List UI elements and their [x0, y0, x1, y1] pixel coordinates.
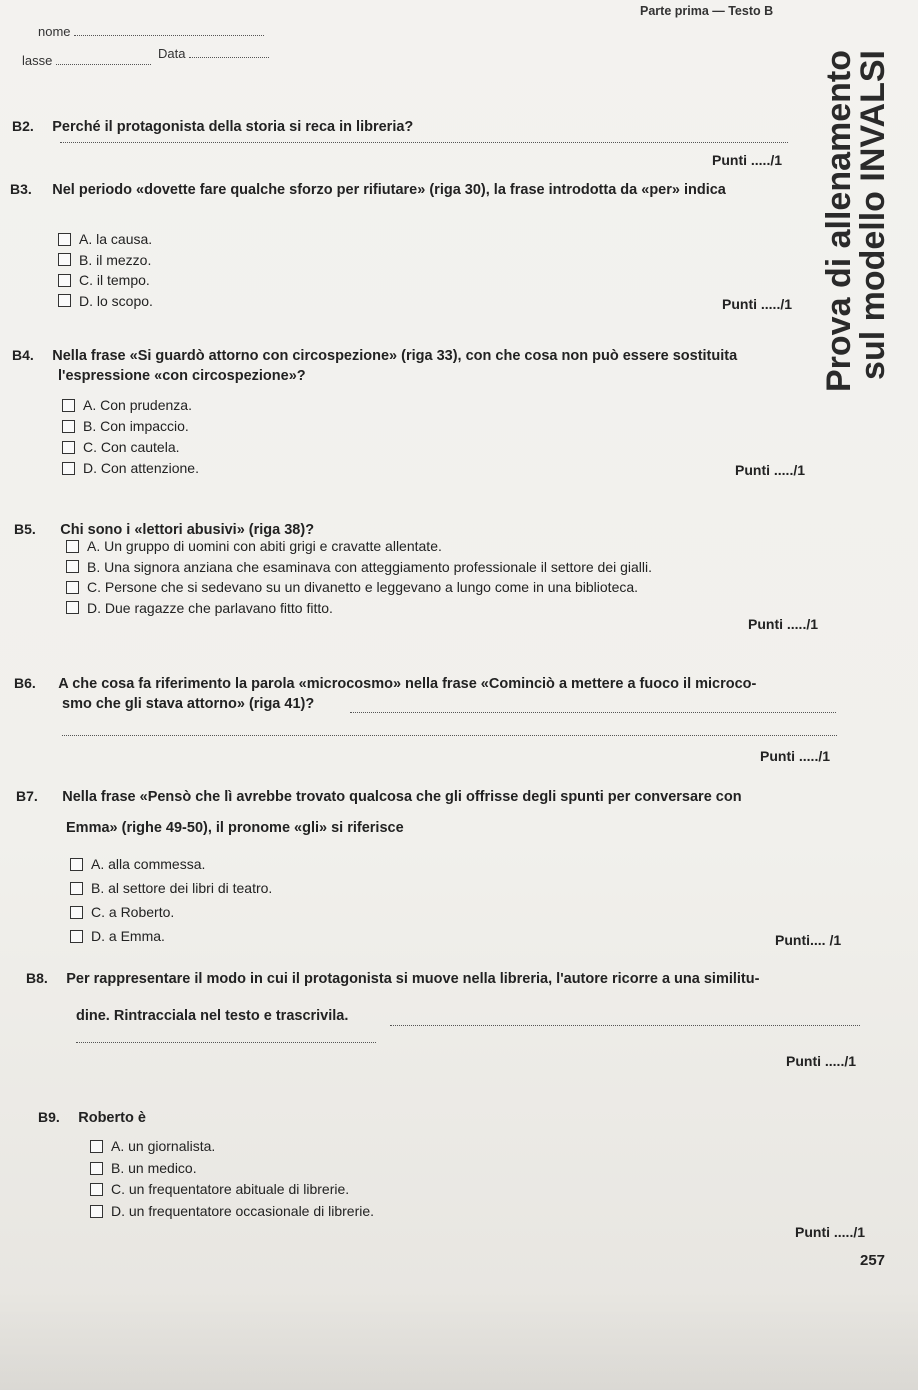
question-text: Nella frase «Si guardò attorno con circospezione» (riga 33), con che cosa non può essere sostituita	[52, 348, 738, 364]
checkbox[interactable]	[70, 882, 83, 895]
name-field[interactable]	[38, 24, 264, 39]
points-b5: Punti ...../1	[748, 616, 819, 632]
option-label: B. il mezzo.	[79, 251, 152, 268]
checkbox[interactable]	[66, 540, 79, 553]
checkbox[interactable]	[70, 906, 83, 919]
question-number: B2.	[12, 118, 34, 134]
checkbox[interactable]	[90, 1140, 103, 1153]
option-label: C. un frequentatore abituale di librerie.	[111, 1181, 350, 1197]
class-label: lasse	[22, 53, 53, 68]
name-line	[74, 35, 264, 36]
option-d[interactable]	[58, 291, 153, 312]
checkbox[interactable]	[70, 858, 83, 871]
checkbox[interactable]	[90, 1205, 103, 1218]
option-label: C. Con cautela.	[83, 439, 180, 455]
option-d[interactable]	[66, 598, 652, 619]
option-label: B. al settore dei libri di teatro.	[91, 880, 273, 896]
question-number: B6.	[14, 675, 36, 691]
checkbox[interactable]	[90, 1162, 103, 1175]
options-b9	[90, 1136, 374, 1222]
side-title	[820, 50, 892, 392]
option-c[interactable]	[70, 900, 272, 924]
question-text: Per rappresentare il modo in cui il protagonista si muove nella libreria, l'autore ricorre a una similitu-	[66, 971, 760, 987]
section-title: Parte prima — Testo B	[640, 4, 774, 18]
question-text-continued: l'espressione «con circospezione»?	[58, 368, 306, 384]
option-a[interactable]	[90, 1136, 374, 1158]
checkbox[interactable]	[62, 441, 75, 454]
checkbox[interactable]	[58, 233, 71, 246]
option-label: C. a Roberto.	[91, 904, 175, 920]
answer-line-b2[interactable]	[60, 142, 788, 143]
option-label: A. un giornalista.	[111, 1138, 216, 1154]
checkbox[interactable]	[90, 1183, 103, 1196]
option-a[interactable]	[70, 852, 272, 876]
option-c[interactable]	[58, 270, 153, 291]
question-number: B5.	[14, 521, 36, 537]
answer-line-b8-1[interactable]	[390, 1025, 860, 1026]
points-b9: Punti ...../1	[795, 1224, 866, 1240]
checkbox[interactable]	[62, 420, 75, 433]
option-a[interactable]	[58, 229, 153, 250]
options-b5	[66, 536, 652, 618]
option-d[interactable]	[90, 1201, 374, 1223]
option-c[interactable]	[62, 437, 199, 458]
class-line	[56, 64, 151, 65]
option-c[interactable]	[90, 1179, 374, 1201]
checkbox[interactable]	[62, 399, 75, 412]
checkbox[interactable]	[66, 601, 79, 614]
question-text: Perché il protagonista della storia si reca in libreria?	[52, 119, 414, 135]
points-b4: Punti ...../1	[735, 462, 806, 478]
question-text: Roberto è	[78, 1110, 146, 1126]
option-label: D. a Emma.	[91, 928, 165, 944]
points-b3: Punti ...../1	[722, 296, 793, 312]
question-number: B4.	[12, 347, 34, 363]
option-label: D. lo scopo.	[79, 292, 153, 309]
checkbox[interactable]	[58, 294, 71, 307]
option-label: A. alla commessa.	[91, 856, 206, 872]
answer-line-b8-2[interactable]	[76, 1042, 376, 1043]
question-text: Nel periodo «dovette fare qualche sforzo per rifiutare» (riga 30), la frase introdotta da «per» indica	[52, 182, 726, 198]
question-b6	[14, 675, 756, 693]
question-b3	[10, 181, 726, 199]
side-title-line1: Prova di allenamento	[820, 50, 858, 392]
option-a[interactable]	[66, 536, 652, 557]
date-line	[189, 57, 269, 58]
options-b7	[70, 852, 272, 948]
checkbox[interactable]	[66, 581, 79, 594]
option-label: D. Due ragazze che parlavano fitto fitto.	[87, 599, 333, 616]
page-shadow	[0, 1290, 918, 1390]
question-text-continued: dine. Rintracciala nel testo e trascrivila.	[76, 1008, 349, 1024]
option-label: B. un medico.	[111, 1159, 197, 1176]
option-label: A. la causa.	[79, 231, 153, 247]
checkbox[interactable]	[58, 274, 71, 287]
question-b9	[38, 1109, 146, 1127]
option-label: B. Con impaccio.	[83, 418, 189, 434]
side-title-line2: sul modello INVALSI	[854, 50, 892, 380]
option-b[interactable]	[66, 557, 652, 578]
option-label: A. Un gruppo di uomini con abiti grigi e cravatte allentate.	[87, 538, 442, 554]
question-b8	[26, 970, 759, 988]
page-number: 257	[860, 1252, 886, 1269]
option-c[interactable]	[66, 577, 652, 598]
option-label: D. un frequentatore occasionale di librerie.	[111, 1202, 375, 1219]
option-label: A. Con prudenza.	[83, 397, 192, 413]
question-b2	[12, 118, 413, 136]
checkbox[interactable]	[58, 253, 71, 266]
answer-line-b6-1[interactable]	[350, 712, 836, 713]
question-number: B3.	[10, 181, 32, 197]
option-label: C. il tempo.	[79, 272, 150, 288]
date-label: Data	[158, 46, 186, 61]
question-text-continued: Emma» (righe 49-50), il pronome «gli» si riferisce	[66, 820, 404, 836]
question-text: Nella frase «Pensò che lì avrebbe trovato qualcosa che gli offrisse degli spunti per conversare con	[62, 789, 742, 805]
option-b[interactable]	[58, 250, 153, 271]
answer-line-b6-2[interactable]	[62, 735, 837, 736]
date-field[interactable]	[158, 46, 269, 61]
points-b8: Punti ...../1	[786, 1053, 857, 1069]
checkbox[interactable]	[66, 560, 79, 573]
question-text: Chi sono i «lettori abusivi» (riga 38)?	[60, 522, 315, 538]
option-label: D. Con attenzione.	[83, 460, 199, 476]
option-d[interactable]	[70, 924, 272, 948]
question-b4	[12, 347, 737, 365]
question-b7	[16, 788, 742, 806]
option-a[interactable]	[62, 395, 199, 416]
option-label: B. Una signora anziana che esaminava con atteggiamento professionale il settore dei gialli.	[87, 558, 653, 575]
points-b6: Punti ...../1	[760, 748, 831, 764]
option-label: C. Persone che si sedevano su un divanetto e leggevano a lungo come in una biblioteca.	[87, 579, 639, 595]
checkbox[interactable]	[70, 930, 83, 943]
question-text: A che cosa fa riferimento la parola «microcosmo» nella frase «Cominciò a mettere a fuoco il microco-	[58, 676, 757, 692]
question-number: B7.	[16, 788, 38, 804]
points-b7: Punti.... /1	[775, 932, 842, 948]
question-number: B8.	[26, 970, 48, 986]
options-b4	[62, 395, 199, 479]
checkbox[interactable]	[62, 462, 75, 475]
points-b2: Punti ...../1	[712, 152, 783, 168]
option-b[interactable]	[70, 876, 272, 900]
option-d[interactable]	[62, 458, 199, 479]
question-text-continued: smo che gli stava attorno» (riga 41)?	[62, 696, 315, 712]
options-b3	[58, 229, 153, 311]
class-field[interactable]	[22, 53, 151, 68]
name-label: nome	[38, 24, 71, 39]
question-number: B9.	[38, 1109, 60, 1125]
option-b[interactable]	[90, 1158, 374, 1180]
option-b[interactable]	[62, 416, 199, 437]
